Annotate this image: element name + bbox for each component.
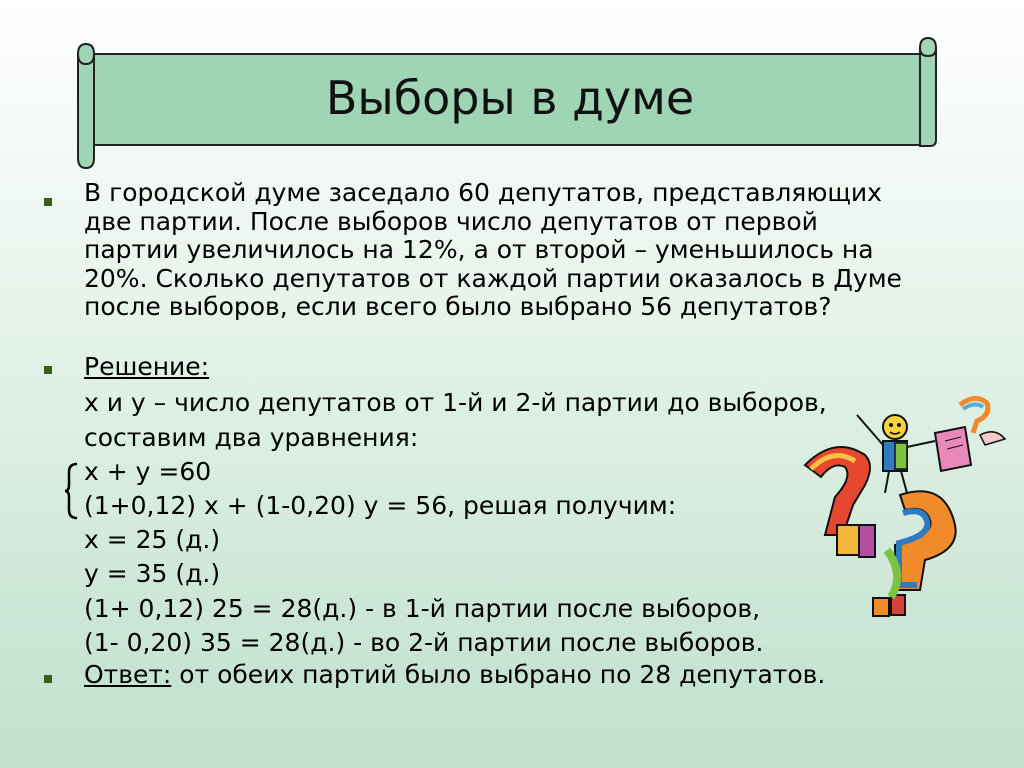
system-brace bbox=[64, 462, 80, 520]
bullet-marker bbox=[44, 675, 52, 683]
solution-line: (1- 0,20) 35 = 28(д.) - во 2-й партии после выборов. bbox=[84, 628, 764, 657]
equation-line: x + y =60 bbox=[84, 457, 212, 486]
solution-heading: Решение: bbox=[84, 352, 210, 381]
question-mark-figure-clipart bbox=[795, 385, 1015, 625]
answer-text: от обеих партий было выбрано по 28 депутатов. bbox=[171, 660, 826, 689]
solution-line: составим два уравнения: bbox=[84, 423, 419, 452]
solution-line: x и y – число депутатов от 1-й и 2-й партии до выборов, bbox=[84, 388, 827, 417]
problem-text: В городской думе заседало 60 депутатов, представляющих две партии. После выборов число депутатов от первой партии увеличилось на 12%, а от второй – уменьшилось на 20%. Сколько депутатов от каждой партии оказалось в Думе после выборов, если всего было выбрано 56 депутатов? bbox=[84, 178, 910, 321]
equation-line: (1+0,12) x + (1-0,20) y = 56, решая получим: bbox=[84, 491, 677, 520]
solution-line: y = 35 (д.) bbox=[84, 559, 221, 588]
answer-label: Ответ: bbox=[84, 660, 172, 689]
bullet-marker bbox=[44, 198, 52, 206]
solution-line: x = 25 (д.) bbox=[84, 525, 221, 554]
answer-line bbox=[84, 658, 825, 692]
slide-title: Выборы в думе bbox=[325, 71, 695, 125]
solution-line: (1+ 0,12) 25 = 28(д.) - в 1-й партии после выборов, bbox=[84, 594, 761, 623]
bullet-marker bbox=[44, 366, 52, 374]
